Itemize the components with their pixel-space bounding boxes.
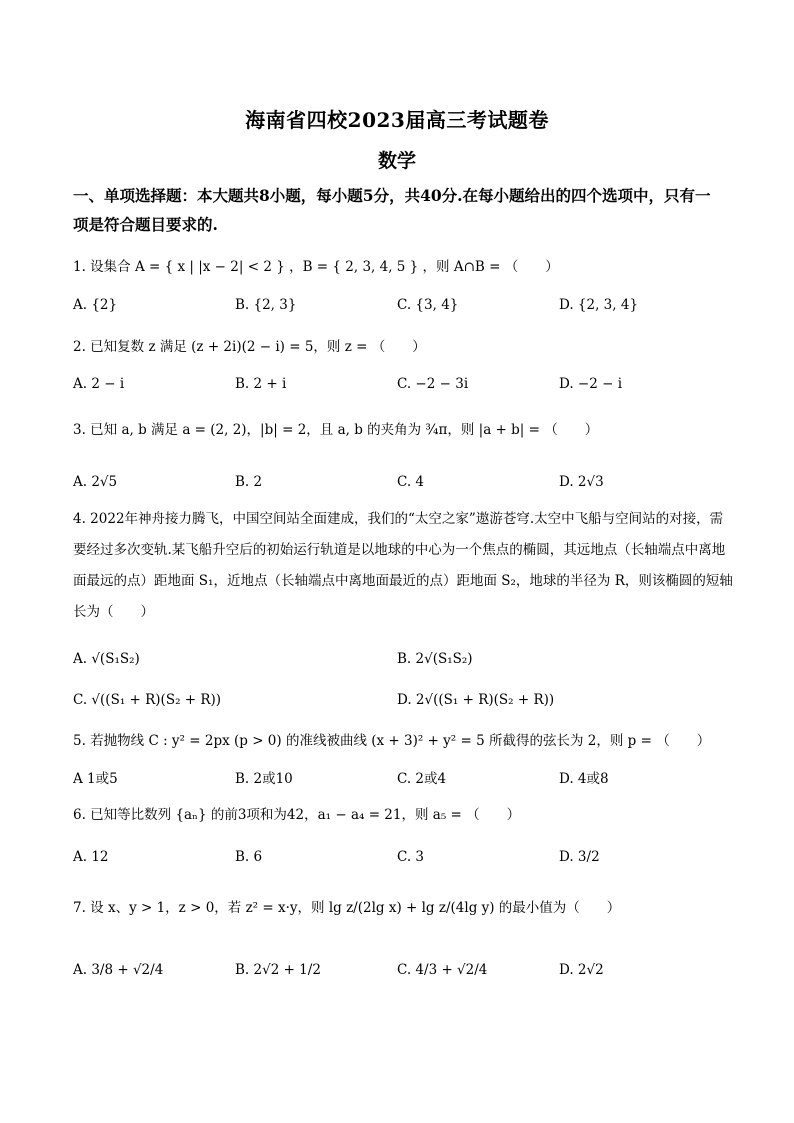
question-2-option-a: A. 2 − i (73, 376, 125, 392)
question-7-option-b: B. 2√2 + 1/2 (235, 962, 321, 978)
question-5-stem: 5. 若抛物线 C : y² = 2px (p > 0) 的准线被曲线 (x + 3)² + y² = 5 所截得的弦长为 2，则 p = （ ） (73, 733, 711, 749)
question-2-option-d: D. −2 − i (559, 376, 623, 392)
question-5-option-d: D. 4或8 (559, 771, 609, 787)
question-2-option-b: B. 2 + i (235, 376, 287, 392)
question-7-stem: 7. 设 x、y > 1，z > 0，若 z² = x·y，则 lg z/(2lg x) + lg z/(4lg y) 的最小值为（ ） (73, 900, 621, 916)
question-2-stem: 2. 已知复数 z 满足 (z + 2i)(2 − i) = 5，则 z = （ ） (73, 339, 426, 355)
exam-subject: 数学 (377, 150, 416, 172)
question-4-option-c: C. √((S₁ + R)(S₂ + R)) (73, 692, 222, 708)
question-7-option-d: D. 2√2 (559, 962, 604, 978)
exam-title: 海南省四校2023届高三考试题卷 (245, 108, 549, 132)
question-5-option-c: C. 2或4 (397, 771, 447, 787)
question-5-option-a: A 1或5 (73, 771, 118, 787)
question-3-option-a: A. 2√5 (73, 474, 118, 490)
question-6-option-d: D. 3/2 (559, 849, 600, 865)
question-3-option-d: D. 2√3 (559, 474, 604, 490)
question-4-stem: 4. 2022年神舟接力腾飞，中国空间站全面建成，我们的“太空之家”遨游苍穹.太空中飞船与空间站的对接，需要经过多次变轨.某飞船升空后的初始运行轨道是以地球的中心为一个焦点的椭圆，其远地点（长轴端点中离地面最远的点）距地面 S₁，近地点（长轴端点中离地面最近的点）距地面 S₂，地球的半径为 R，则该椭圆的短轴长为（ ） (73, 511, 733, 620)
question-6-stem: 6. 已知等比数列 {aₙ} 的前3项和为42，a₁ − a₄ = 21，则 a₅ = （ ） (73, 807, 521, 823)
question-6-option-a: A. 12 (73, 849, 109, 865)
question-2-option-c: C. −2 − 3i (397, 376, 469, 392)
question-3-option-c: C. 4 (397, 474, 425, 490)
question-3-stem: 3. 已知 a, b 满足 a = (2, 2)，|b| = 2，且 a, b 的夹角为 ¾π，则 |a + b| = （ ） (73, 422, 599, 438)
question-6-option-b: B. 6 (235, 849, 263, 865)
question-1-stem: 1. 设集合 A = { x | |x − 2| < 2 } ，B = { 2, 3, 4, 5 } ，则 A∩B = （ ） (73, 259, 559, 275)
question-4-option-d: D. 2√((S₁ + R)(S₂ + R)) (397, 692, 555, 708)
question-6-option-c: C. 3 (397, 849, 425, 865)
question-1-option-b: B. {2, 3} (235, 297, 297, 313)
question-7-option-c: C. 4/3 + √2/4 (397, 962, 488, 978)
question-1-option-a: A. {2} (73, 297, 118, 313)
section-heading: 一、单项选择题：本大题共8小题，每小题5分，共40分.在每小题给出的四个选项中，只有一项是符合题目要求的. (73, 186, 711, 234)
question-5-option-b: B. 2或10 (235, 771, 293, 787)
question-1-option-c: C. {3, 4} (397, 297, 459, 313)
question-4-option-a: A. √(S₁S₂) (73, 651, 140, 667)
question-3-option-b: B. 2 (235, 474, 263, 490)
question-7-option-a: A. 3/8 + √2/4 (73, 962, 164, 978)
question-1-option-d: D. {2, 3, 4} (559, 297, 639, 313)
question-4-option-b: B. 2√(S₁S₂) (397, 651, 473, 667)
